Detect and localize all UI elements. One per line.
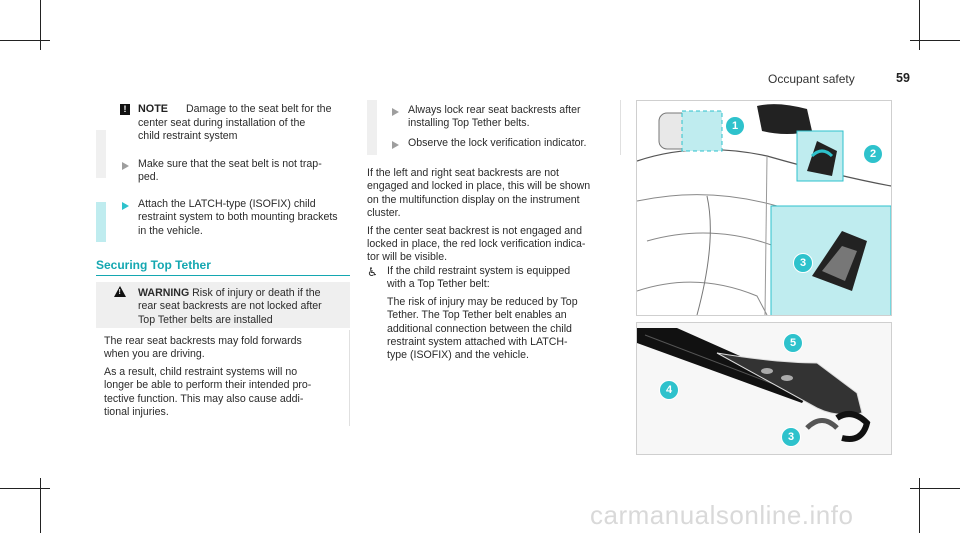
warning-body-line: The rear seat backrests may fold forwards [104, 335, 302, 347]
section-title: Occupant safety [768, 72, 855, 86]
step-rule [620, 100, 621, 155]
section-heading: Securing Top Tether [96, 258, 211, 272]
seat-backrest-illustration [636, 100, 892, 316]
warning-mark: ! [118, 289, 121, 296]
warning-text: Risk of injury or death if the [192, 287, 321, 299]
crop-mark [919, 0, 920, 50]
warning-title: WARNING [138, 287, 190, 299]
callout-2: 2 [863, 144, 883, 164]
child-note [387, 265, 622, 363]
crop-mark [0, 488, 50, 489]
callout-3: 3 [793, 253, 813, 273]
note-body [186, 103, 356, 116]
heading-rule [96, 275, 350, 276]
callout-4: 4 [659, 380, 679, 400]
child-seat-icon: ♿ [367, 265, 378, 279]
note-step-line: ped. [138, 171, 159, 184]
para-line: engaged and locked in place, this will be shown [367, 180, 591, 193]
top-tether-illustration [636, 322, 892, 455]
arrow-bullet-icon [122, 202, 129, 210]
mid-step-1 [408, 104, 618, 131]
crop-mark [910, 40, 960, 41]
arrow-bullet-icon [392, 108, 399, 116]
callout-1: 1 [725, 116, 745, 136]
para-line: If the left and right seat backrests are not [367, 167, 559, 179]
step-line: restraint system to both mounting brackets [138, 211, 338, 224]
callout-5: 5 [783, 333, 803, 353]
child-note-line: type (ISOFIX) and the vehicle. [387, 349, 529, 362]
child-note-line: If the child restraint system is equipped [387, 265, 571, 277]
watermark: carmanualsonline.info [590, 500, 854, 530]
arrow-bullet-icon [122, 162, 129, 170]
para-line: on the multifunction display on the instrument [367, 193, 580, 206]
child-note-line: The risk of injury may be reduced by Top [387, 295, 578, 308]
warning-body-line: when you are driving. [104, 348, 205, 361]
warning-line [138, 287, 348, 300]
para-line: locked in place, the red lock verification indica- [367, 238, 586, 251]
arrow-bullet-icon [392, 141, 399, 149]
mid-step-line: Observe the lock verification indicator. [408, 137, 587, 149]
mid-step-2 [408, 137, 618, 150]
crop-mark [0, 40, 50, 41]
warning-body [104, 335, 344, 419]
crop-mark [910, 488, 960, 489]
note-step [138, 158, 348, 185]
exclamation-icon: ! [120, 104, 130, 115]
page-number: 59 [896, 71, 910, 85]
mid-step-line: installing Top Tether belts. [408, 117, 530, 130]
note-stripe [96, 130, 106, 178]
note-body-rest [138, 117, 348, 144]
crop-mark [40, 478, 41, 533]
crop-mark [40, 0, 41, 50]
step-line: Attach the LATCH-type (ISOFIX) child [138, 198, 316, 210]
note-step-line: Make sure that the seat belt is not trap- [138, 158, 322, 170]
warning-line: rear seat backrests are not locked after [138, 300, 322, 313]
step-line: in the vehicle. [138, 224, 203, 237]
step-highlight [96, 202, 106, 242]
para-line: tor will be visible. [367, 251, 448, 264]
warning-body-line: longer be able to perform their intended pro- [104, 379, 312, 392]
mid-step-line: Always lock rear seat backrests after [408, 104, 581, 116]
callout-3b: 3 [781, 427, 801, 447]
warning-line: Top Tether belts are installed [138, 313, 273, 326]
step-highlight [367, 100, 377, 155]
note-line: Damage to the seat belt for the [186, 103, 332, 115]
warning-head [138, 287, 348, 327]
warning-body-line: tective function. This may also cause addi- [104, 392, 304, 405]
note-line: center seat during installation of the [138, 116, 306, 129]
note-title: NOTE [138, 103, 168, 115]
child-note-line: restraint system attached with LATCH- [387, 336, 568, 349]
warning-rule [349, 330, 350, 426]
para-left-right [367, 167, 622, 265]
child-note-line: Tether. The Top Tether belt enables an [387, 309, 567, 322]
para-line: cluster. [367, 207, 401, 220]
crop-mark [919, 478, 920, 533]
child-note-line: additional connection between the child [387, 322, 572, 335]
warning-body-line: As a result, child restraint systems will no [104, 365, 298, 378]
seat-drawing [637, 101, 891, 315]
child-note-line: with a Top Tether belt: [387, 278, 490, 291]
note-line: child restraint system [138, 129, 238, 142]
step-attach [138, 198, 353, 238]
warning-body-line: tional injuries. [104, 406, 169, 419]
para-line: If the center seat backrest is not engaged and [367, 224, 582, 237]
